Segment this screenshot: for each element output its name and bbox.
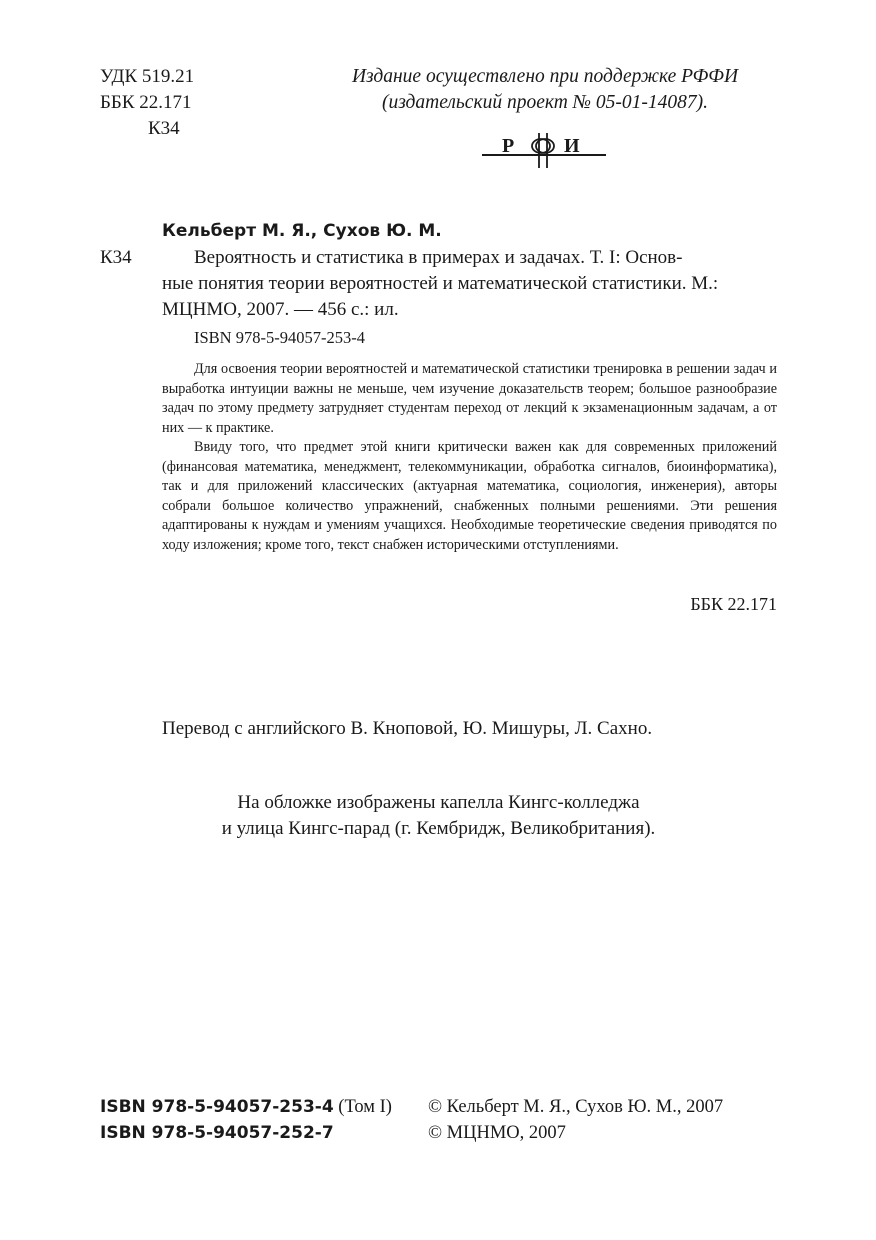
grant-line-1: Издание осуществлено при поддержке РФФИ — [351, 66, 739, 87]
isbn-block — [100, 1094, 392, 1146]
bbk-code: ББК 22.171 — [100, 92, 192, 113]
cover-note — [100, 790, 777, 842]
grant-line-2: (издательский проект № 05-01-14087). — [381, 92, 709, 113]
author-sign: К34 — [148, 118, 180, 139]
record-title — [162, 245, 777, 323]
grant-notice — [300, 64, 790, 116]
logo-letter-r: Р — [502, 135, 515, 157]
rffi-logo-mark — [478, 128, 608, 172]
abstract — [162, 360, 777, 555]
copyright-publisher: © МЦНМО, 2007 — [428, 1123, 566, 1143]
isbn-set: ISBN 978-5-94057-252-7 — [100, 1123, 334, 1143]
copyright-authors: © Кельберт М. Я., Сухов Ю. М., 2007 — [428, 1097, 724, 1117]
record-isbn: ISBN 978-5-94057-253-4 — [194, 328, 365, 347]
logo-letter-i: И — [564, 135, 580, 157]
copyright-block — [428, 1094, 723, 1146]
title-line-2: ные понятия теории вероятностей и математической статистики. М.: — [162, 273, 719, 294]
abstract-paragraph-2: Ввиду того, что предмет этой книги критически важен как для современных приложений (финансовая математика, менеджмент, телекоммуникации, обработка сигналов, биоинформатика), так и для приложений классических (актуарная математика, социология, инженерия), авторы собрали большое количество упражнений, снабженных полными решениями. Эти решения адаптированы к нуждам и умениям учащихся. Необходимые теоретические сведения приводятся по ходу изложения; кроме того, текст снабжен историческими отступлениями. — [162, 439, 777, 553]
isbn-volume-line — [100, 1094, 392, 1120]
title-line-1: Вероятность и статистика в примерах и задачах. Т. I: Основ- — [194, 247, 683, 268]
isbn-volume-note: (Том I) — [338, 1097, 392, 1117]
classification-codes — [100, 64, 194, 142]
cover-line-1: На обложке изображены капелла Кингс-колледжа — [237, 792, 640, 813]
title-line-3: МЦНМО, 2007. — 456 с.: ил. — [162, 299, 399, 320]
rffi-logo — [478, 128, 608, 172]
isbn-set-line — [100, 1120, 392, 1146]
isbn-volume: ISBN 978-5-94057-253-4 — [100, 1097, 334, 1117]
record-authors: Кельберт М. Я., Сухов Ю. М. — [162, 221, 442, 241]
bbk-code-right: ББК 22.171 — [690, 594, 777, 614]
udk-code: УДК 519.21 — [100, 66, 195, 87]
translation-credit: Перевод с английского В. Кноповой, Ю. Мишуры, Л. Сахно. — [162, 718, 653, 739]
record-sign: К34 — [100, 247, 132, 268]
abstract-paragraph-1: Для освоения теории вероятностей и математической статистики тренировка в решении задач и выработка интуиции важны не меньше, чем изучение доказательств теорем; большое разнообразие задач по этому предмету затрудняет студентам переход от лекций к экзаменационным задачам, а от них — к практике. — [162, 361, 777, 436]
cover-line-2: и улица Кингс-парад (г. Кембридж, Великобритания). — [221, 818, 656, 839]
